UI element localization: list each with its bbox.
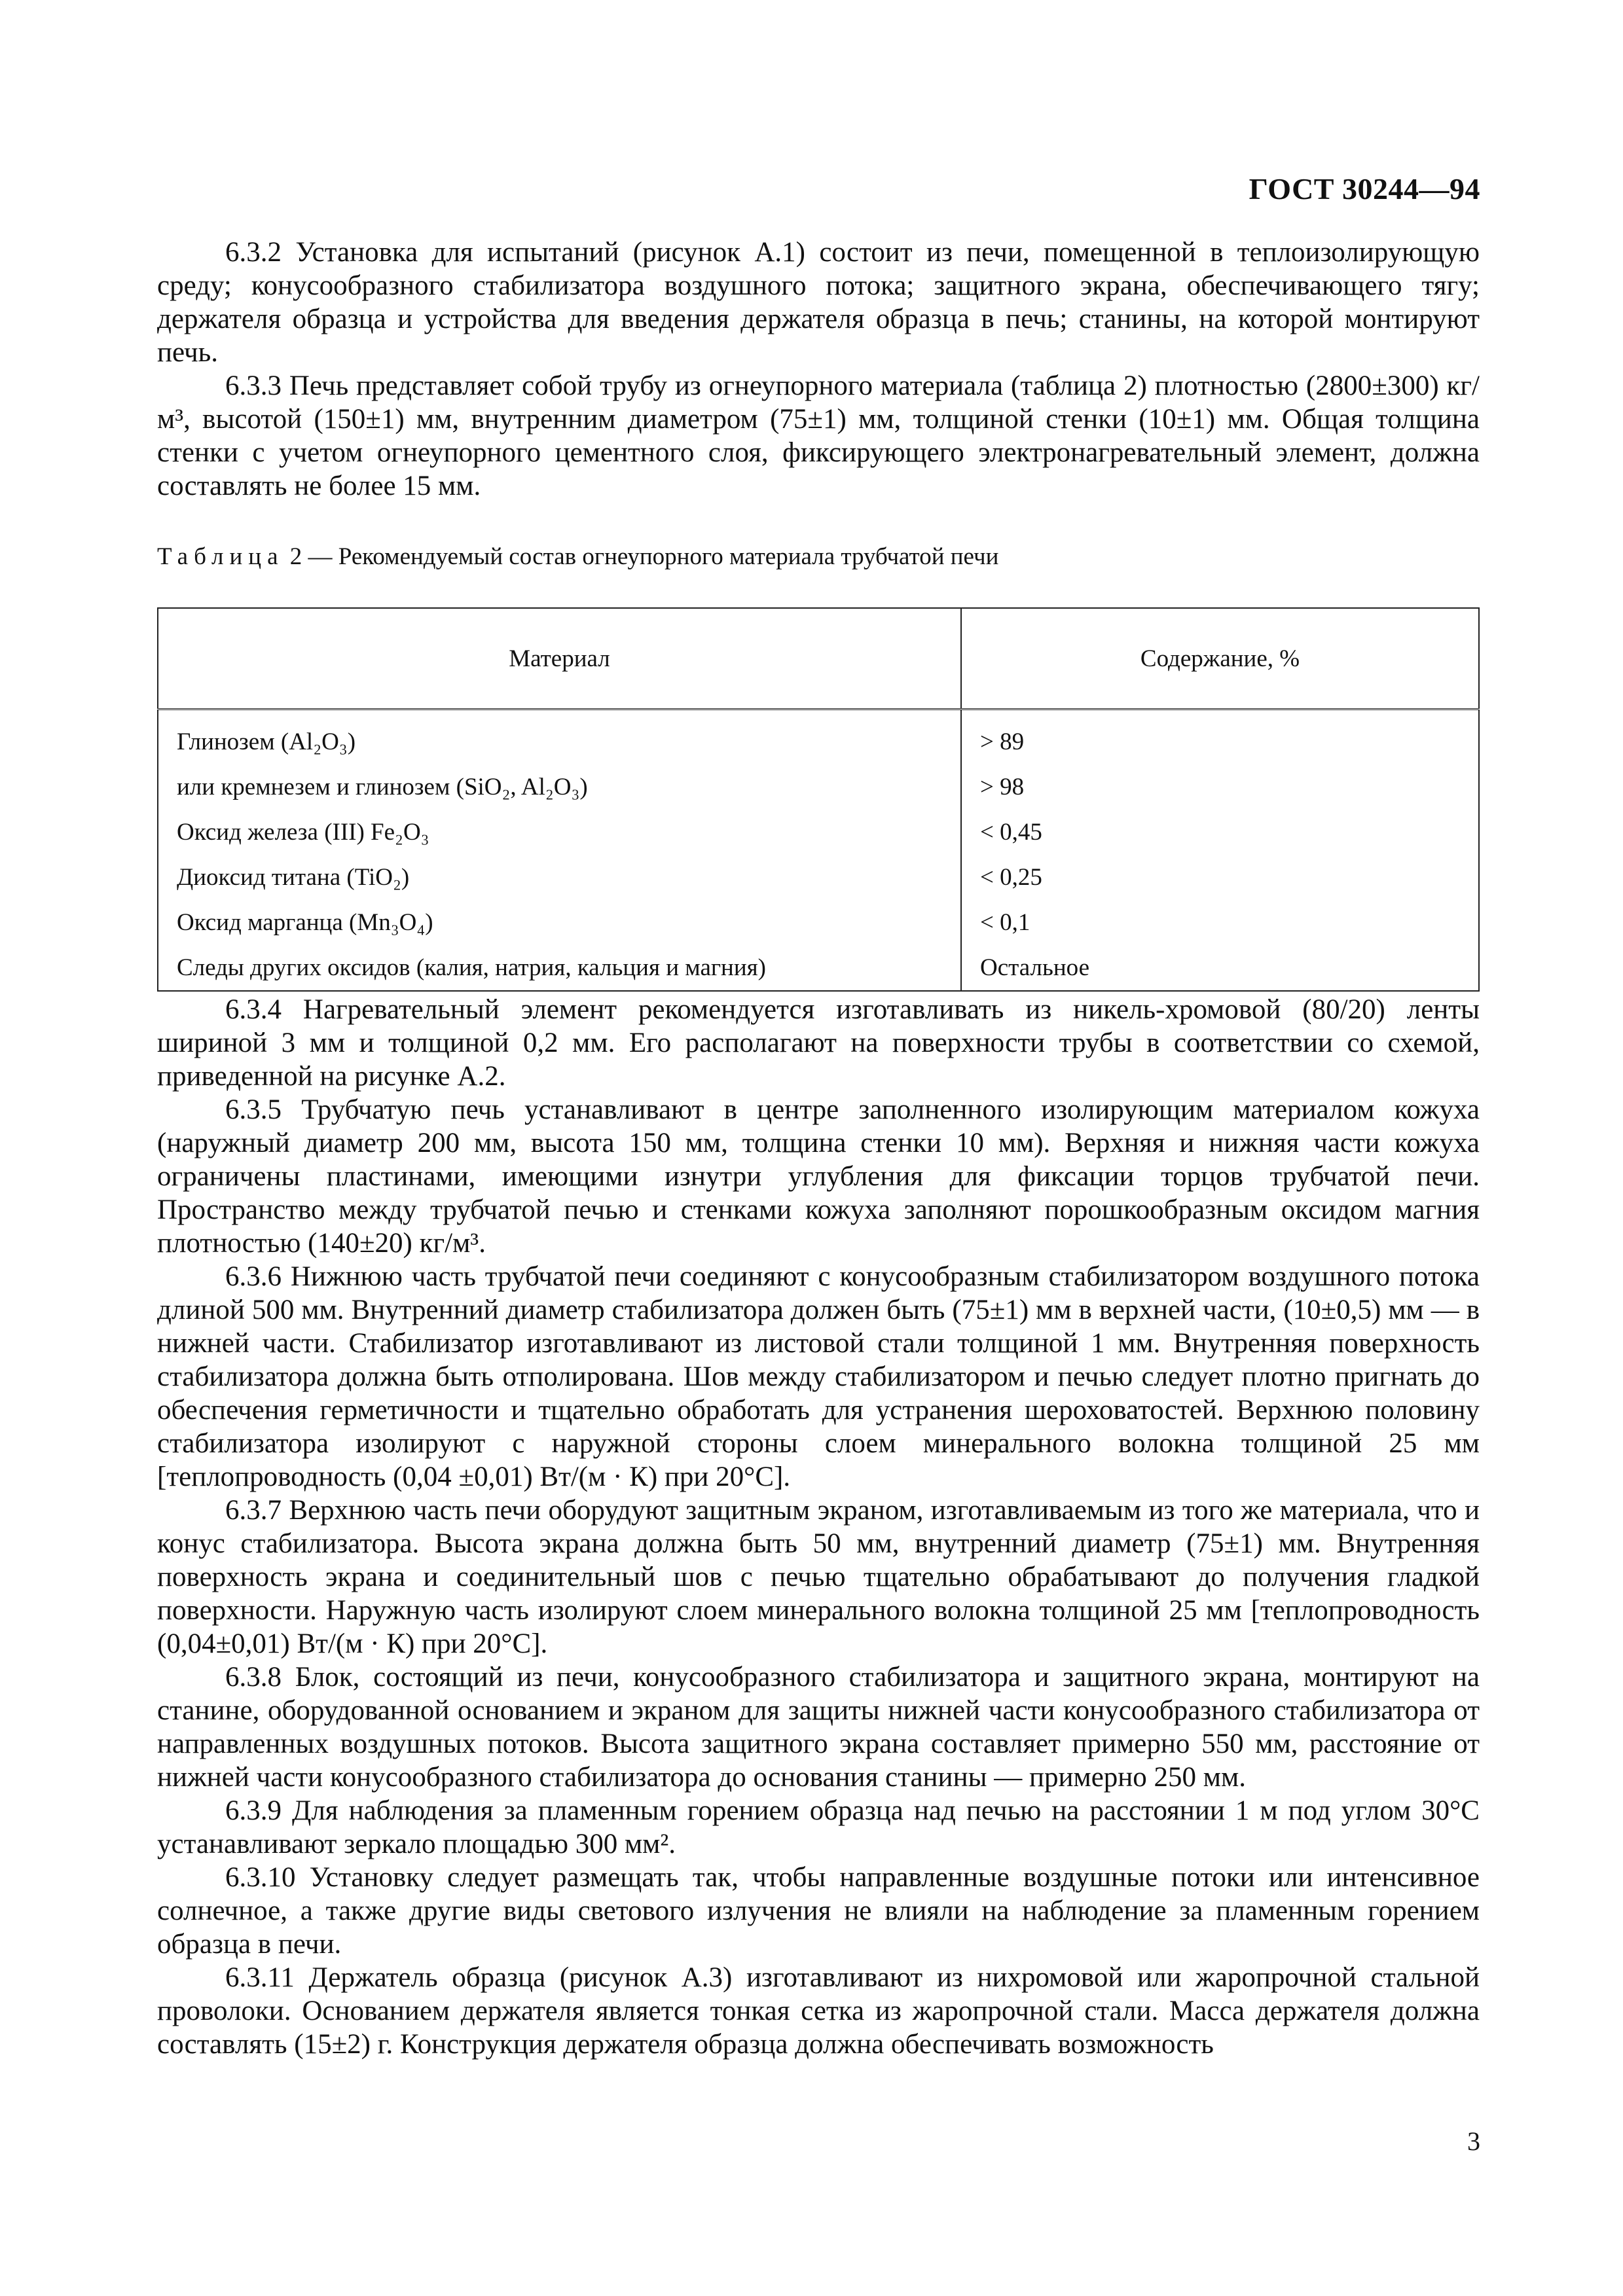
paragraph-6-3-8: 6.3.8 Блок, состоящий из печи, конусообразного стабилизатора и защитного экрана, монтируют на станине, оборудованной основанием и экраном для защиты нижней части конусообразного стабилизатора от направленных воздушных потоков. Высота защитного экрана составляет примерно 550 мм, расстояние от нижней части конусообразного стабилизатора до основания станины — примерно 250 мм.	[157, 1662, 1480, 1793]
material-cell: Оксид марганца (Mn₃O₄)	[158, 900, 961, 945]
paragraph-6-3-2: 6.3.2 Установка для испытаний (рисунок А.1) состоит из печи, помещенной в теплоизолирующую среду; конусообразного стабилизатора воздушного потока; защитного экрана, обеспечивающего тягу; держателя образца и устройства для введения держателя образца в печь; станины, на которой монтируют печь.	[157, 237, 1480, 368]
paragraph-6-3-3: 6.3.3 Печь представляет собой трубу из огнеупорного материала (таблица 2) плотностью (2800±300) кг/м³, высотой (150±1) мм, внутренним диаметром (75±1) мм, толщиной стенки (10±1) мм. Общая толщина стенки с учетом огнеупорного цементного слоя, фиксирующего электронагревательный элемент, должна составлять не более 15 мм.	[157, 370, 1480, 501]
table-row	[158, 709, 1479, 765]
paragraph-6-3-11: 6.3.11 Держатель образца (рисунок А.3) изготавливают из нихромовой или жаропрочной стальной проволоки. Основанием держателя является тонкая сетка из жаропрочной стали. Масса держателя должна составлять (15±2) г. Конструкция держателя образца должна обеспечивать возможность	[157, 1962, 1480, 2060]
table-row	[158, 764, 1479, 810]
paragraph-6-3-5: 6.3.5 Трубчатую печь устанавливают в центре заполненного изолирующим материалом кожуха (наружный диаметр 200 мм, высота 150 мм, толщина стенки 10 мм). Верхняя и нижняя части кожуха ограничены пластинами, имеющими изнутри углубления для фиксации торцов трубчатой печи. Пространство между трубчатой печью и стенками кожуха заполняют порошкообразным оксидом магния плотностью (140±20) кг/м³.	[157, 1094, 1480, 1259]
paragraph-6-3-10: 6.3.10 Установку следует размещать так, чтобы направленные воздушные потоки или интенсивное солнечное, а также другие виды светового излучения не влияли на наблюдение за пламенным горением образца в печи.	[157, 1862, 1480, 1960]
table-header-row	[158, 608, 1479, 709]
page-number: 3	[1467, 2126, 1480, 2156]
content-cell: > 89	[961, 709, 1479, 765]
material-cell: или кремнезем и глинозем (SiO₂, Al₂O₃)	[158, 764, 961, 810]
column-header-material: Материал	[158, 608, 961, 709]
material-cell: Следы других оксидов (калия, натрия, кальция и магния)	[158, 945, 961, 991]
material-cell: Оксид железа (III) Fe₂O₃	[158, 810, 961, 855]
table-caption-text: 2 — Рекомендуемый состав огнеупорного материала трубчатой печи	[283, 543, 999, 570]
table-row	[158, 855, 1479, 900]
table-row	[158, 810, 1479, 855]
composition-table	[157, 607, 1480, 992]
paragraphs-top	[157, 236, 1480, 503]
paragraph-6-3-6: 6.3.6 Нижнюю часть трубчатой печи соединяют с конусообразным стабилизатором воздушного потока длиной 500 мм. Внутренний диаметр стабилизатора должен быть (75±1) мм в верхней части, (10±0,5) мм — в нижней части. Стабилизатор изготавливают из листовой стали толщиной 1 мм. Внутренняя поверхность стабилизатора должна быть отполирована. Шов между стабилизатором и печью следует плотно пригнать до обеспечения герметичности и тщательно обработать для устранения шероховатостей. Верхнюю половину стабилизатора изолируют с наружной стороны слоем минерального волокна толщиной 25 мм [теплопроводность (0,04 ±0,01) Вт/(м · К) при 20°С].	[157, 1261, 1480, 1492]
table-row	[158, 945, 1479, 991]
material-cell: Диоксид титана (TiO₂)	[158, 855, 961, 900]
paragraph-6-3-9: 6.3.9 Для наблюдения за пламенным горением образца над печью на расстоянии 1 м под углом 30°С устанавливают зеркало площадью 300 мм².	[157, 1795, 1480, 1859]
paragraphs-bottom	[157, 993, 1480, 2061]
table-row	[158, 900, 1479, 945]
table-caption-label: Таблица	[157, 543, 284, 570]
content-cell: > 98	[961, 764, 1479, 810]
content-cell: Остальное	[961, 945, 1479, 991]
table-caption	[157, 542, 998, 572]
content-cell: < 0,45	[961, 810, 1479, 855]
paragraph-6-3-4: 6.3.4 Нагревательный элемент рекомендуется изготавливать из никель-хромовой (80/20) ленты шириной 3 мм и толщиной 0,2 мм. Его располагают на поверхности трубы в соответствии со схемой, приведенной на рисунке А.2.	[157, 994, 1480, 1092]
paragraph-6-3-7: 6.3.7 Верхнюю часть печи оборудуют защитным экраном, изготавливаемым из того же материала, что и конус стабилизатора. Высота экрана должна быть 50 мм, внутренний диаметр (75±1) мм. Внутренняя поверхность экрана и соединительный шов с печью тщательно обрабатывают до получения гладкой поверхности. Наружную часть изолируют слоем минерального волокна толщиной 25 мм [теплопроводность (0,04±0,01) Вт/(м · К) при 20°С].	[157, 1495, 1480, 1659]
content-cell: < 0,25	[961, 855, 1479, 900]
material-cell: Глинозем (Al₂O₃)	[158, 709, 961, 765]
standard-title: ГОСТ 30244—94	[1249, 172, 1480, 206]
content-cell: < 0,1	[961, 900, 1479, 945]
column-header-content: Содержание, %	[961, 608, 1479, 709]
